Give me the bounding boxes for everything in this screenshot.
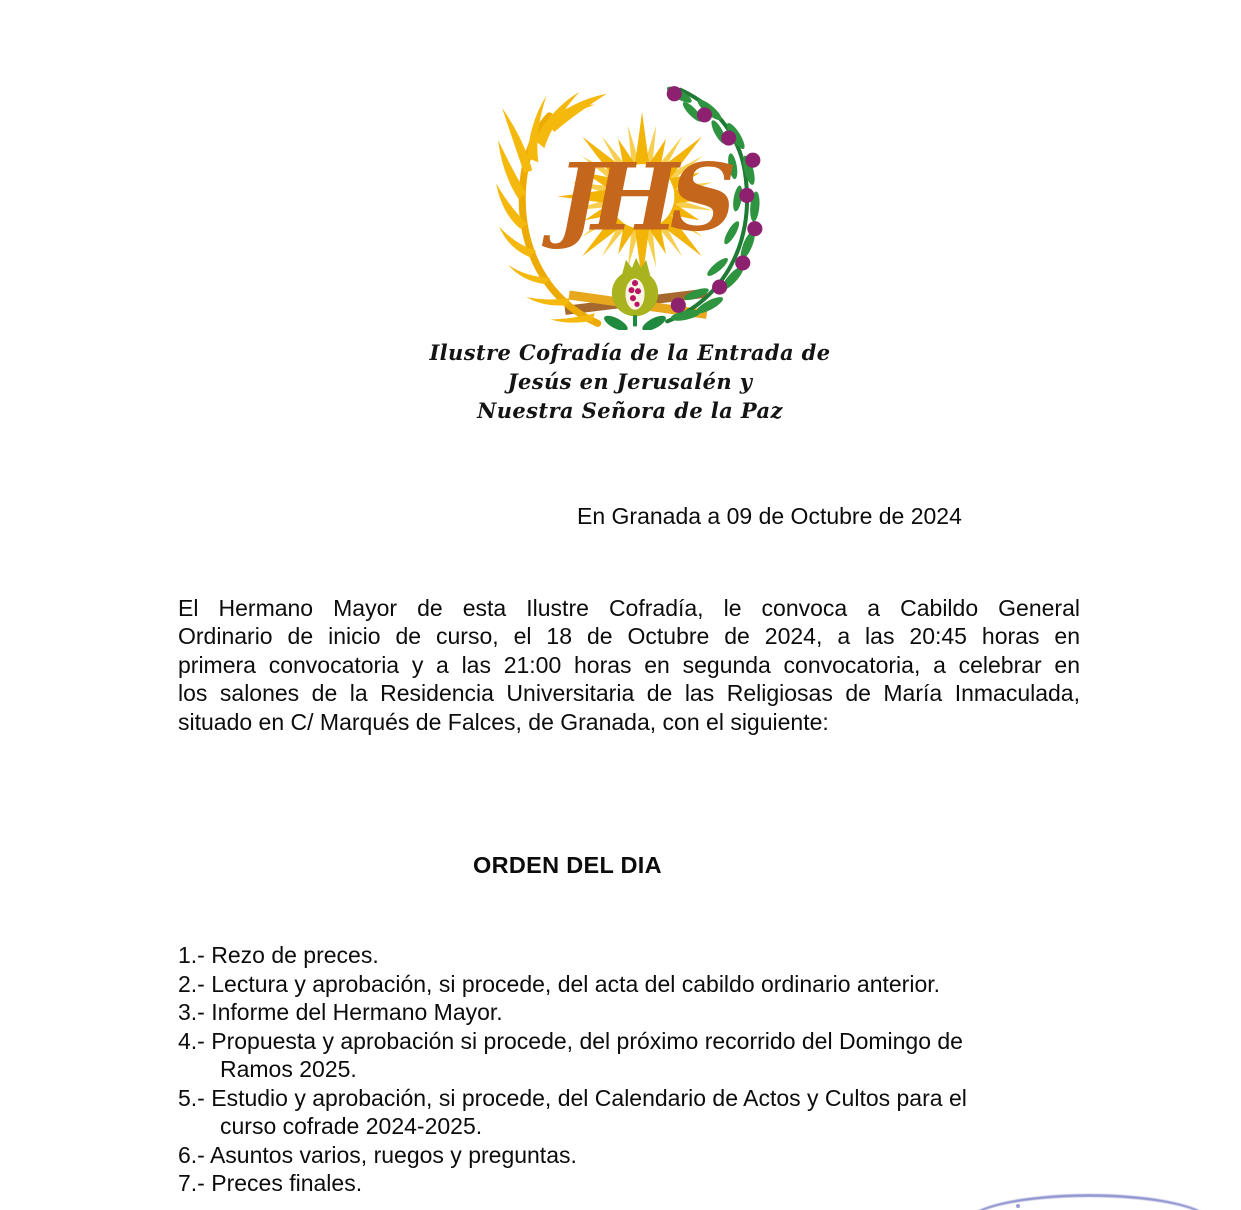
- pomegranate-icon: [602, 258, 668, 330]
- agenda-list: [178, 941, 1138, 1198]
- org-name-line1: Ilustre Cofradía de la Entrada de: [429, 340, 831, 365]
- org-name-line3: Nuestra Señora de la Paz: [477, 398, 783, 423]
- dateline: En Granada a 09 de Octubre de 2024: [577, 503, 962, 529]
- agenda-item-continuation: curso cofrade 2024-2025.: [220, 1113, 483, 1139]
- agenda-item: 3.- Informe del Hermano Mayor.: [178, 999, 503, 1025]
- ink-stamp-speck: [1016, 1204, 1020, 1208]
- agenda-item: 2.- Lectura y aprobación, si procede, del acta del cabildo ordinario anterior.: [178, 970, 941, 997]
- agenda-item: 1.- Rezo de preces.: [178, 942, 379, 968]
- agenda-item: 6.- Asuntos varios, ruegos y preguntas.: [178, 1141, 577, 1168]
- agenda-heading: ORDEN DEL DIA: [473, 852, 662, 878]
- paragraph-line: El Hermano Mayor de esta Ilustre Cofradía, le convoca a Cabildo General: [178, 595, 1080, 621]
- emblem-svg: [494, 77, 776, 330]
- ink-stamp-icon: [964, 1191, 1220, 1210]
- paragraph-line: situado en C/ Marqués de Falces, de Granada, con el siguiente:: [178, 708, 829, 735]
- cofradia-emblem: [494, 77, 776, 330]
- paragraph-line: los salones de la Residencia Universitaria de las Religiosas de María Inmaculada,: [178, 680, 1080, 707]
- convocation-paragraph: [178, 594, 1080, 736]
- paragraph-line: Ordinario de inicio de curso, el 18 de Octubre de 2024, a las 20:45 horas en: [178, 623, 1080, 650]
- agenda-item: 7.- Preces finales.: [178, 1170, 363, 1196]
- agenda-item-continuation: Ramos 2025.: [220, 1056, 357, 1082]
- jhs-monogram: JHS: [556, 142, 728, 252]
- agenda-item: 4.- Propuesta y aprobación si procede, del próximo recorrido del Domingo de: [178, 1027, 963, 1054]
- organization-name: [380, 338, 880, 425]
- org-name-line2: Jesús en Jerusalén y: [507, 369, 753, 394]
- agenda-item: 5.- Estudio y aprobación, si procede, del Calendario de Actos y Cultos para el: [178, 1084, 967, 1111]
- paragraph-line: primera convocatoria y a las 21:00 horas en segunda convocatoria, a celebrar en: [178, 651, 1080, 678]
